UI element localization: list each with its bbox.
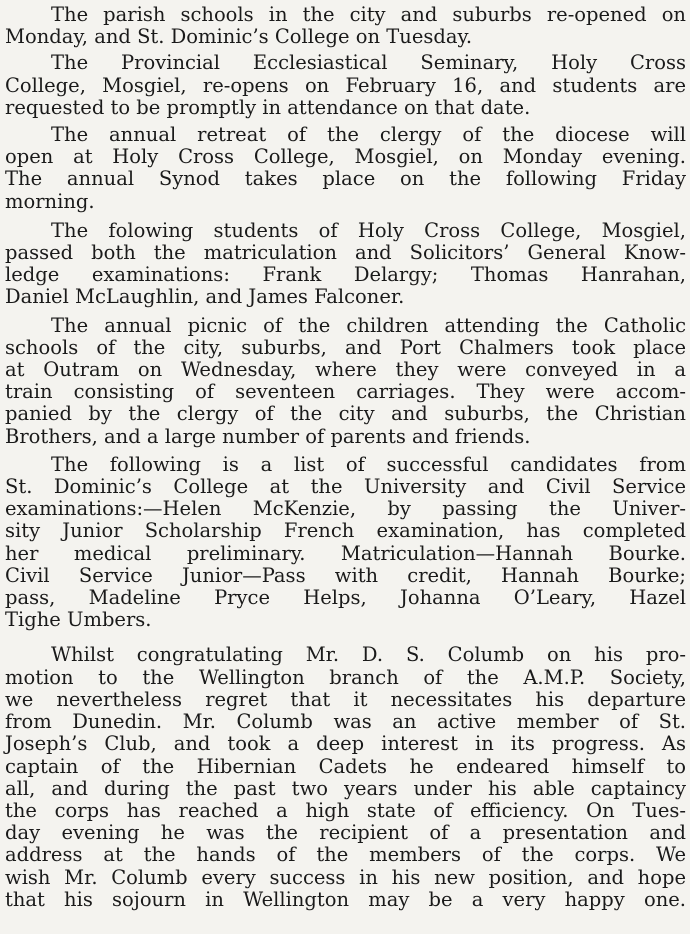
text-line: The annual picnic of the children attending the Catholic xyxy=(51,313,686,337)
paragraph-schools-reopen xyxy=(5,4,686,48)
text-line: The annual Synod takes place on the following Friday xyxy=(5,167,686,191)
text-line: address at the hands of the members of the corps. We xyxy=(5,843,686,867)
text-line: The folowing students of Holy Cross College, Mosgiel, xyxy=(51,218,686,242)
text-line: motion to the Wellington branch of the A.M.P. Society, xyxy=(5,665,686,689)
text-line: examinations:—Helen McKenzie, by passing the Univer- xyxy=(5,497,686,521)
paragraph-matriculation-students xyxy=(5,220,686,309)
text-line: College, Mosgiel, re-opens on February 16, and students are xyxy=(5,73,686,97)
text-line: day evening he was the recipient of a presentation and xyxy=(5,821,686,845)
text-line: Tighe Umbers. xyxy=(5,608,152,632)
text-line: The Provincial Ecclesiastical Seminary, Holy Cross xyxy=(51,51,686,75)
text-line: her medical preliminary. Matriculation—Hannah Bourke. xyxy=(5,541,686,565)
text-line: passed both the matriculation and Solicitors’ General Know- xyxy=(5,241,686,265)
text-line: The parish schools in the city and suburbs re-opened on xyxy=(51,3,686,26)
text-line: The annual retreat of the clergy of the diocese will xyxy=(51,123,686,147)
paragraph-seminary xyxy=(5,52,686,119)
text-line: the corps has reached a high state of efficiency. On Tues- xyxy=(5,798,686,822)
paragraph-successful-candidates xyxy=(5,454,686,632)
text-line: requested to be promptly in attendance on that date. xyxy=(5,95,531,119)
paragraph-columb-promotion xyxy=(5,644,686,910)
text-line: Brothers, and a large number of parents and friends. xyxy=(5,424,531,448)
paragraph-annual-picnic xyxy=(5,315,686,448)
text-line: captain of the Hibernian Cadets he endeared himself to xyxy=(5,754,686,778)
text-line: all, and during the past two years under his able captaincy xyxy=(5,776,686,800)
text-line: St. Dominic’s College at the University and Civil Service xyxy=(5,475,686,499)
text-line: Civil Service Junior—Pass with credit, Hannah Bourke; xyxy=(5,563,686,587)
text-line: Joseph’s Club, and took a deep interest in its progress. As xyxy=(5,732,686,756)
text-line: sity Junior Scholarship French examination, has completed xyxy=(5,519,686,543)
text-line: we nevertheless regret that it necessitates his departure xyxy=(5,687,686,711)
text-line: open at Holy Cross College, Mosgiel, on Monday evening. xyxy=(5,145,686,169)
text-line: from Dunedin. Mr. Columb was an active member of St. xyxy=(5,710,686,734)
text-line: panied by the clergy of the city and suburbs, the Christian xyxy=(5,402,686,426)
paragraph-clergy-retreat xyxy=(5,124,686,213)
text-line: at Outram on Wednesday, where they were conveyed in a xyxy=(5,358,686,382)
text-line: pass, Madeline Pryce Helps, Johanna O’Leary, Hazel xyxy=(5,586,686,610)
text-line: Daniel McLaughlin, and James Falconer. xyxy=(5,285,405,309)
text-line: train consisting of seventeen carriages. They were accom- xyxy=(5,380,686,404)
text-line: ledge examinations: Frank Delargy; Thomas Hanrahan, xyxy=(5,263,686,287)
text-line: schools of the city, suburbs, and Port Chalmers took place xyxy=(5,335,686,359)
text-line: Monday, and St. Dominic’s College on Tuesday. xyxy=(5,25,473,49)
text-line: that his sojourn in Wellington may be a very happy one. xyxy=(5,887,686,911)
text-line: Whilst congratulating Mr. D. S. Columb on his pro- xyxy=(51,643,686,667)
text-line: morning. xyxy=(5,189,95,213)
text-line: The following is a list of successful candidates from xyxy=(51,452,686,476)
text-line: wish Mr. Columb every success in his new position, and hope xyxy=(5,865,686,889)
